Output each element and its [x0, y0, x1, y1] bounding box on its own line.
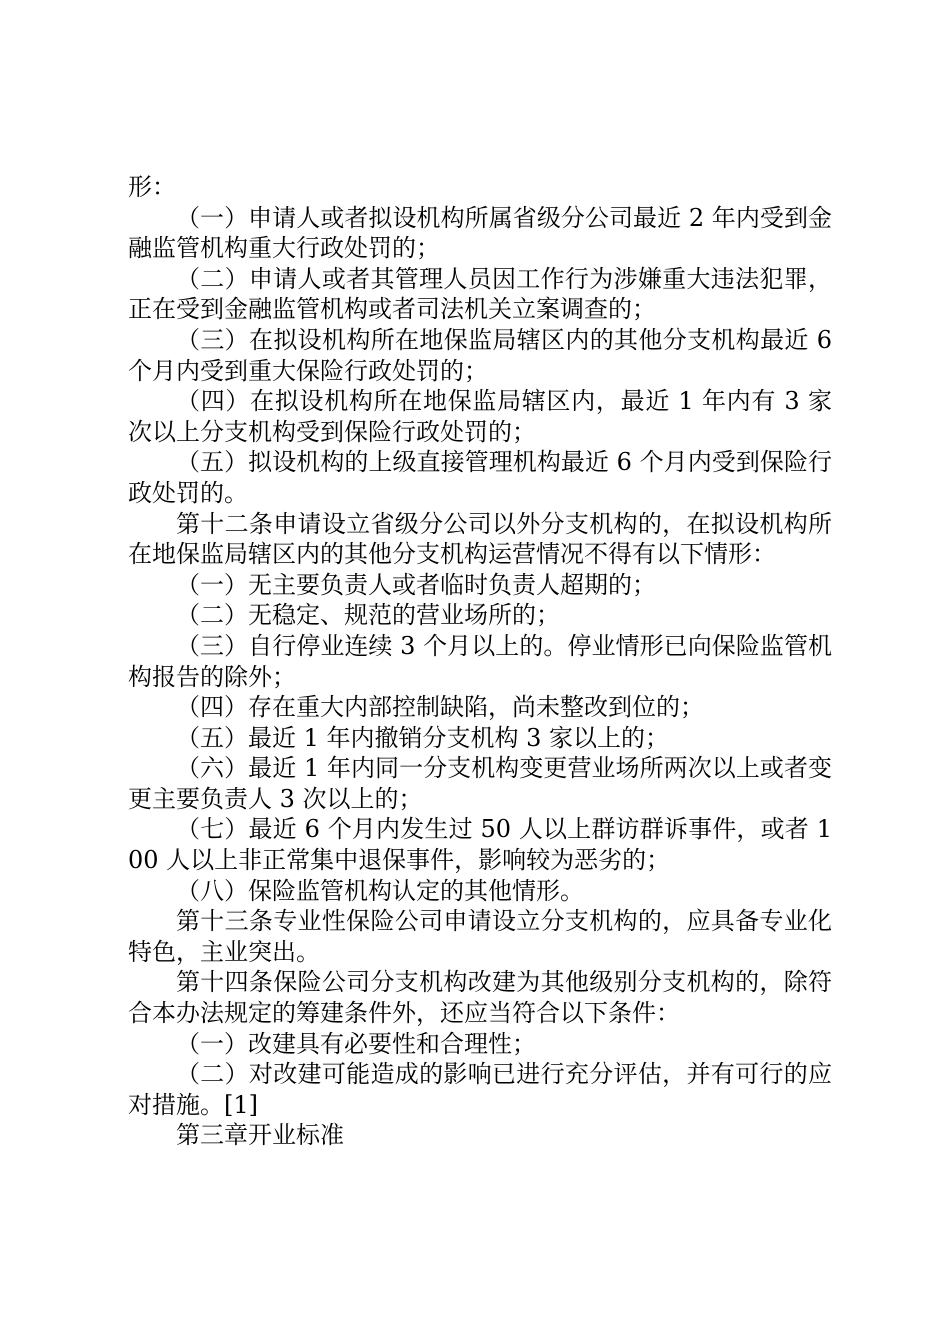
document-body [128, 172, 832, 1151]
list-item: （三）在拟设机构所在地保监局辖区内的其他分支机构最近 6 个月内受到重大保险行政处罚的； [128, 325, 832, 385]
list-item: （三）自行停业连续 3 个月以上的。停业情形已向保险监管机构报告的除外； [128, 631, 832, 691]
article-thirteen: 第十三条专业性保险公司申请设立分支机构的，应具备专业化特色，主业突出。 [128, 907, 832, 966]
list-item: （一）申请人或者拟设机构所属省级分公司最近 2 年内受到金融监管机构重大行政处罚的； [128, 203, 832, 263]
chapter-heading: 第三章开业标准 [176, 1121, 344, 1150]
list-item: （一）无主要负责人或者临时负责人超期的； [176, 570, 656, 599]
list-item: （五）最近 1 年内撤销分支机构 3 家以上的； [176, 723, 670, 752]
list-item: （二）无稳定、规范的营业场所的； [176, 601, 560, 630]
list-item: （四）存在重大内部控制缺陷，尚未整改到位的； [176, 693, 704, 722]
list-item: （八）保险监管机构认定的其他情形。 [176, 876, 584, 905]
list-item: （七）最近 6 个月内发生过 50 人以上群访群诉事件，或者 100 人以上非正常集中退保事件，影响较为恶劣的； [128, 815, 832, 875]
list-item: （五）拟设机构的上级直接管理机构最近 6 个月内受到保险行政处罚的。 [128, 448, 832, 507]
article-twelve: 第十二条申请设立省级分公司以外分支机构的，在拟设机构所在地保监局辖区内的其他分支机构运营情况不得有以下情形： [128, 509, 832, 569]
list-item: （二）申请人或者其管理人员因工作行为涉嫌重大违法犯罪，正在受到金融监管机构或者司法机关立案调查的； [128, 264, 832, 324]
list-item: （一）改建具有必要性和合理性； [176, 1029, 536, 1058]
list-item: （二）对改建可能造成的影响已进行充分评估，并有可行的应对措施。[1] [128, 1060, 832, 1119]
article-fourteen: 第十四条保险公司分支机构改建为其他级别分支机构的，除符合本办法规定的筹建条件外，还应当符合以下条件： [128, 968, 832, 1028]
paragraph-continuation: 形： [128, 173, 176, 201]
list-item: （四）在拟设机构所在地保监局辖区内，最近 1 年内有 3 家次以上分支机构受到保险行政处罚的； [128, 387, 832, 446]
list-item: （六）最近 1 年内同一分支机构变更营业场所两次以上或者变更主要负责人 3 次以上的； [128, 754, 832, 813]
